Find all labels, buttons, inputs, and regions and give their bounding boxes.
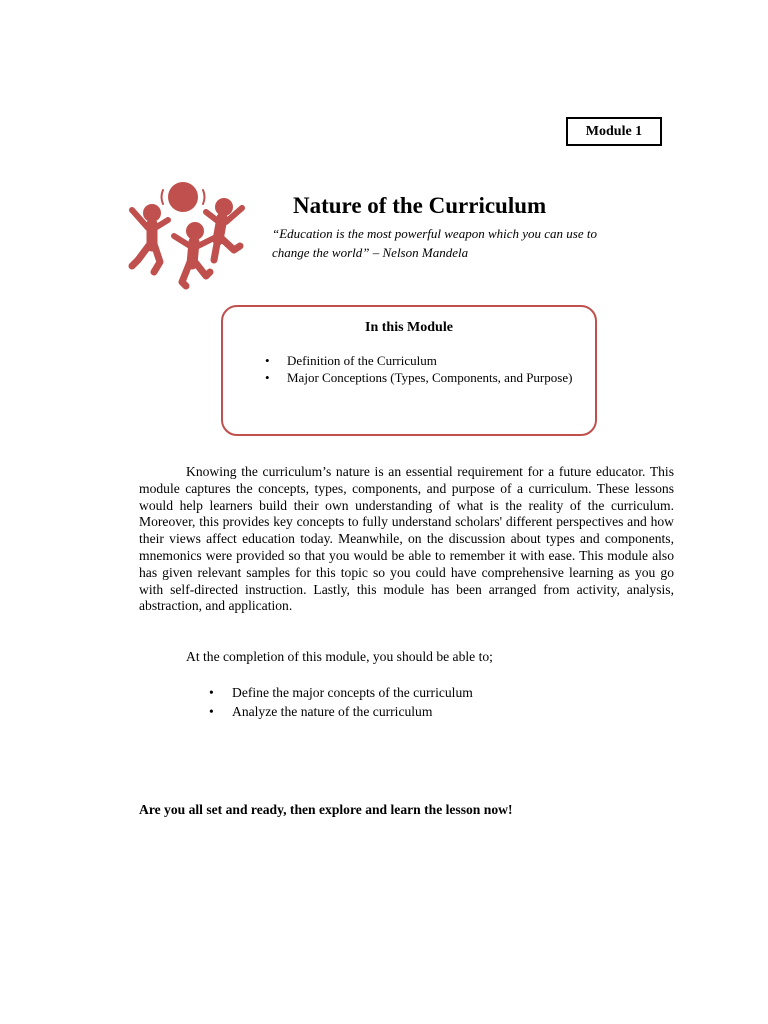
list-item: • Major Conceptions (Types, Components, and Purpose)	[263, 369, 581, 386]
module-overview-box	[221, 305, 597, 436]
objectives-list	[186, 684, 473, 721]
list-item: • Definition of the Curriculum	[263, 352, 581, 369]
quote-attribution: – Nelson Mandela	[372, 245, 469, 260]
epigraph-quote	[272, 224, 612, 262]
page-title: Nature of the Curriculum	[293, 193, 547, 218]
intro-paragraph: Knowing the curriculum’s nature is an essential requirement for a future educator. This module captures the concepts, types, components, and purpose of a curriculum. These lessons would help learners build their own understanding of what is the reality of the curriculum. Moreover, this provides key concepts to fully understand scholars' different perspectives and how their views affect education today. Meanwhile, on the discussion about types and components, mnemonics were provided so that you would be able to remember it with ease. This module also has given relevant samples for this topic so you could have comprehensive learning as you go with self-directed instruction. Lastly, this module has been arranged from activity, analysis, abstraction, and application.	[139, 464, 674, 614]
list-item: • Analyze the nature of the curriculum	[186, 703, 473, 722]
overview-heading: In this Module	[365, 320, 453, 335]
objectives-intro: At the completion of this module, you should be able to;	[186, 649, 493, 664]
quote-text: “Education is the most powerful weapon which you can use to change the world”	[272, 226, 597, 260]
children-playing-ball-icon	[126, 180, 248, 290]
overview-list	[263, 352, 581, 386]
module-label: Module 1	[566, 117, 662, 146]
closing-statement: Are you all set and ready, then explore and learn the lesson now!	[139, 802, 513, 817]
list-item: • Define the major concepts of the curriculum	[186, 684, 473, 703]
